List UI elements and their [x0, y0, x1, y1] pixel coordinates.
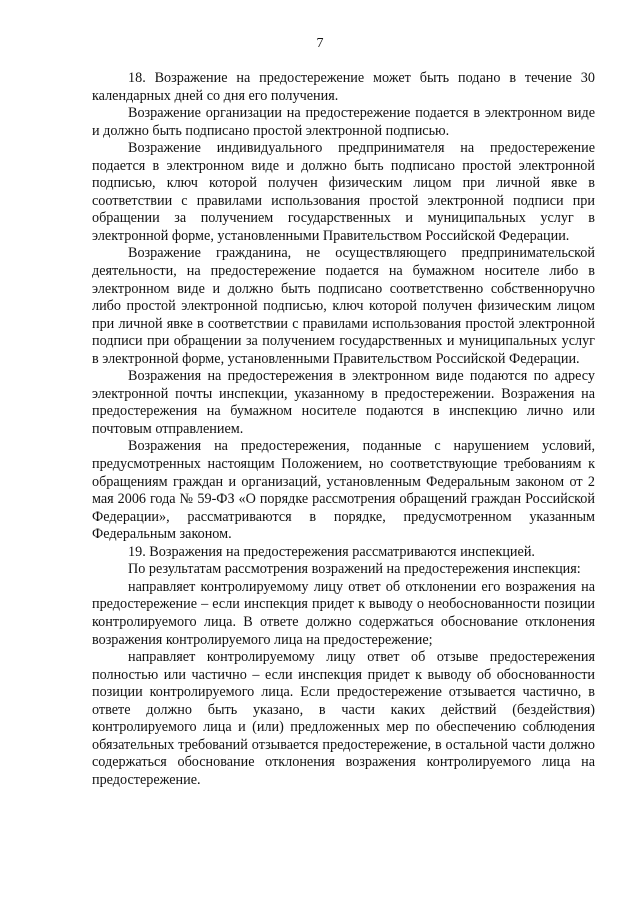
document-body — [92, 70, 595, 789]
paragraph-objection-deadline: 18. Возражение на предостережение может быть подано в течение 30 календарных дней со дня его получения. — [92, 70, 595, 104]
paragraph-entrepreneur-objection: Возражение индивидуального предпринимателя на предостережение подается в электронном виде и должно быть подписано простой электронной подписью, ключ которой получен физическим лицом при личной явке в соответствии с правилами использования простой электронной подписи при обращении за получением государственных и муниципальных услуг в электронной форме, установленными Правительством Российской Федерации. — [92, 140, 595, 244]
paragraph-submission-method: Возражения на предостережения в электронном виде подаются по адресу электронной почты инспекции, указанному в предостережении. Возражения на предостережения на бумажном носителе подаются в инспекцию лично или почтовым отправлением. — [92, 368, 595, 437]
paragraph-objection-review: 19. Возражения на предостережения рассматриваются инспекцией. — [128, 543, 535, 560]
page-number: 7 — [316, 36, 324, 51]
paragraph-withdrawal-response: направляет контролируемому лицу ответ об отзыве предостережения полностью или частично – если инспекция придет к выводу об обоснованности позиции контролируемого лица. Если предостережение отзывается частично, в ответе должно быть указано, в части каких действий (бездействия) контролируемого лица и (или) предложенных мер по обеспечению соблюдения обязательных требований отзывается предостережение, в остальной части должно содержаться обоснование отклонения возражения контролируемого лица на предостережение. — [92, 649, 595, 788]
paragraph-rejection-response: направляет контролируемому лицу ответ об отклонении его возражения на предостережение – если инспекция придет к выводу о необоснованности позиции контролируемого лица. В ответе должно содержаться обоснование отклонения возражения контролируемого лица на предостережение; — [92, 578, 595, 648]
paragraph-violating-objections: Возражения на предостережения, поданные с нарушением условий, предусмотренных настоящим Положением, но соответствующие требованиям к обращениям граждан и организаций, установленным Федеральным законом от 2 мая 2006 года № 59-ФЗ «О порядке рассмотрения обращений граждан Российской Федерации», рассматриваются в порядке, предусмотренном указанным Федеральным законом. — [92, 438, 595, 543]
paragraph-organization-objection: Возражение организации на предостережение подается в электронном виде и должно быть подписано простой электронной подписью. — [92, 105, 595, 139]
paragraph-citizen-objection: Возражение гражданина, не осуществляющего предпринимательской деятельности, на предостережение подается на бумажном носителе либо в электронном виде и должно быть подписано соответственно собственноручно либо простой электронной подписью, ключ которой получен физическим лицом при личной явке в соответствии с правилами использования простой электронной подписи при обращении за получением государственных и муниципальных услуг в электронной форме, установленными Правительством Российской Федерации. — [92, 245, 595, 367]
paragraph-review-results: По результатам рассмотрения возражений на предостережения инспекция: — [128, 561, 581, 578]
